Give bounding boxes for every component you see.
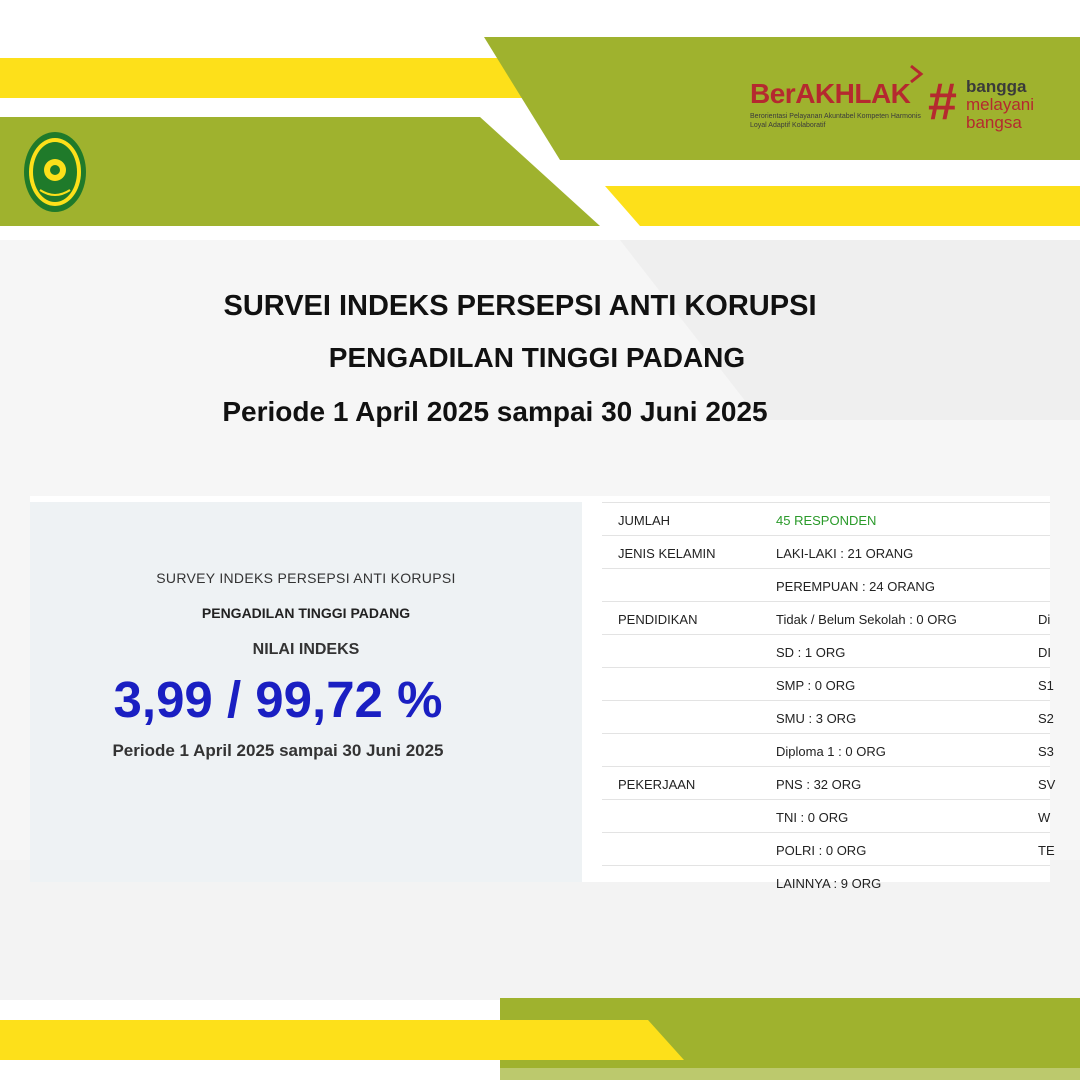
row-value: PNS : 32 ORG — [776, 777, 862, 792]
row-value: PEREMPUAN : 24 ORANG — [776, 579, 935, 594]
hashtag-word-2: melayani — [966, 95, 1035, 114]
brand-name: BerAKHLAK — [750, 78, 911, 109]
row-extra: DI — [1038, 645, 1051, 660]
row-extra: S1 — [1038, 678, 1054, 693]
card-heading: SURVEY INDEKS PERSEPSI ANTI KORUPSI — [156, 570, 456, 586]
row-value: Tidak / Belum Sekolah : 0 ORG — [776, 612, 957, 627]
row-key: JENIS KELAMIN — [618, 546, 716, 561]
table-row — [602, 601, 1050, 634]
row-key: PEKERJAAN — [618, 777, 696, 792]
row-extra: Di — [1038, 612, 1051, 627]
row-value: Diploma 1 : 0 ORG — [776, 744, 886, 759]
table-row — [602, 667, 1054, 700]
row-extra: S3 — [1038, 744, 1054, 759]
row-value: LAINNYA : 9 ORG — [776, 876, 882, 891]
table-row — [602, 502, 1050, 535]
table-row — [602, 832, 1055, 865]
page-subtitle: PENGADILAN TINGGI PADANG — [328, 342, 746, 373]
table-row — [602, 568, 1050, 601]
hashtag-words — [966, 78, 1034, 132]
table-row — [602, 535, 1050, 568]
row-extra: S2 — [1038, 711, 1054, 726]
row-extra: W — [1038, 810, 1051, 825]
row-extra: SV — [1038, 777, 1056, 792]
row-value: SMP : 0 ORG — [776, 678, 856, 693]
table-row — [602, 865, 1050, 898]
table-row — [602, 799, 1050, 832]
row-value: TNI : 0 ORG — [776, 810, 849, 825]
table-row — [602, 766, 1056, 799]
row-value: SMU : 3 ORG — [776, 711, 857, 726]
page-title: SURVEI INDEKS PERSEPSI ANTI KORUPSI — [223, 290, 817, 322]
row-key: JUMLAH — [618, 513, 671, 528]
row-key: PENDIDIKAN — [618, 612, 698, 627]
row-value: LAKI-LAKI : 21 ORANG — [776, 546, 914, 561]
index-label: NILAI INDEKS — [252, 641, 360, 658]
row-value: 45 RESPONDEN — [776, 513, 877, 528]
table-row — [602, 733, 1054, 766]
brand-tagline: Berorientasi Pelayanan Akuntabel Kompeten Harmonis Loyal Adaptif Kolaboratif — [750, 113, 921, 129]
table-row — [602, 700, 1054, 733]
respondent-table — [602, 502, 1056, 891]
row-extra: TE — [1038, 843, 1055, 858]
court-emblem-logo — [22, 130, 88, 214]
card-institution: PENGADILAN TINGGI PADANG — [201, 605, 411, 621]
chevron-right-icon — [908, 64, 924, 84]
index-card — [30, 502, 582, 882]
index-value: 3,99 / 99,72 % — [113, 671, 443, 728]
card-period: Periode 1 April 2025 sampai 30 Juni 2025 — [112, 741, 444, 760]
row-value: SD : 1 ORG — [776, 645, 846, 660]
row-value: POLRI : 0 ORG — [776, 843, 867, 858]
hashtag-icon: # — [928, 73, 957, 131]
hashtag-word-1: bangga — [966, 77, 1027, 96]
berakhlak-brand — [750, 64, 1060, 136]
page-period: Periode 1 April 2025 sampai 30 Juni 2025 — [222, 396, 768, 427]
table-row — [602, 634, 1050, 667]
hashtag-word-3: bangsa — [966, 113, 1022, 132]
